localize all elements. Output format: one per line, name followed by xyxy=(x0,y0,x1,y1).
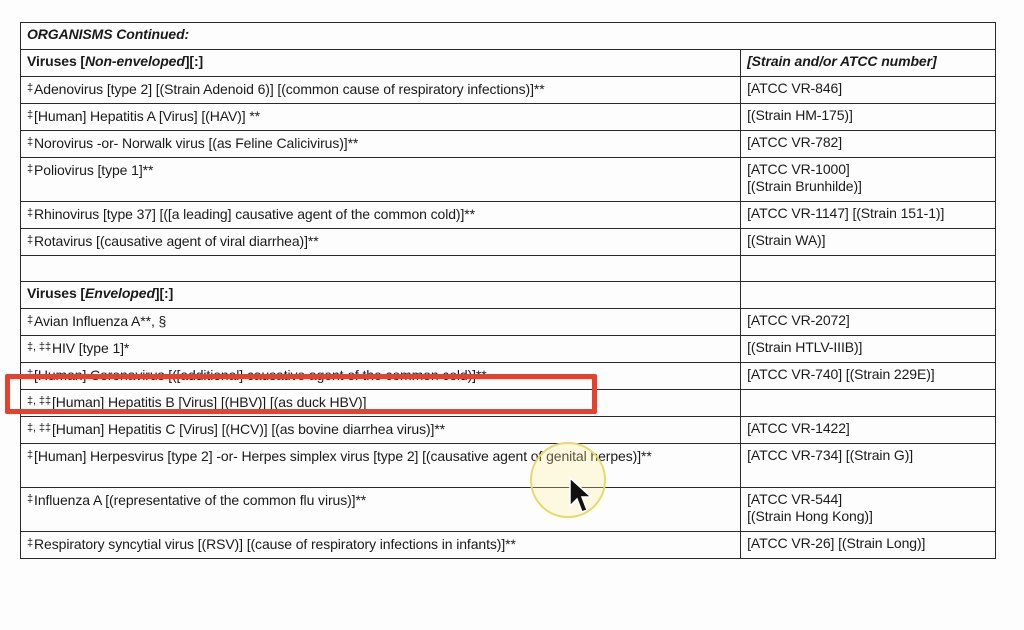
strain-line: [(Strain Brunhilde)] xyxy=(747,178,862,194)
strain-cell xyxy=(741,390,996,417)
organism-name: Avian Influenza A**, § xyxy=(34,313,167,329)
strain-cell: [(Strain WA)] xyxy=(741,229,996,256)
dagger-marker: ‡ xyxy=(27,82,34,94)
strain-cell: [ATCC VR-734] [(Strain G)] xyxy=(741,444,996,488)
dagger-marker: ‡ xyxy=(27,314,34,326)
table-row xyxy=(21,336,996,363)
organism-cell xyxy=(21,336,741,363)
organism-name: [Human] Hepatitis A [Virus] [(HAV)] ** xyxy=(34,108,261,124)
organism-cell xyxy=(21,309,741,336)
strain-line: [ATCC VR-1000] xyxy=(747,161,850,177)
mouse-pointer-icon xyxy=(568,476,592,516)
organism-cell xyxy=(21,158,741,202)
organism-name: [Human] Coronavirus [([additional] causative agent of the common cold)]** xyxy=(34,367,487,383)
strain-cell: [ATCC VR-26] [(Strain Long)] xyxy=(741,532,996,559)
heading-italic: Non-enveloped xyxy=(85,53,185,69)
organism-cell xyxy=(21,104,741,131)
strain-header-empty xyxy=(741,282,996,309)
heading-prefix: Viruses [ xyxy=(27,285,85,301)
organism-cell xyxy=(21,417,741,444)
dagger-marker: ‡ xyxy=(27,207,34,219)
organism-cell xyxy=(21,77,741,104)
organism-name: Rotavirus [(causative agent of viral diarrhea)]** xyxy=(34,233,319,249)
table-row xyxy=(21,131,996,158)
spacer-cell xyxy=(741,256,996,282)
strain-cell: [ATCC VR-1147] [(Strain 151-1)] xyxy=(741,202,996,229)
dagger-marker: ‡, ‡‡ xyxy=(27,395,51,407)
table-row xyxy=(21,158,996,202)
spacer-cell xyxy=(21,256,741,282)
strain-cell xyxy=(741,488,996,532)
organism-name: Adenovirus [type 2] [(Strain Adenoid 6)] [(common cause of respiratory infections)]** xyxy=(34,81,545,97)
strain-cell: [ATCC VR-740] [(Strain 229E)] xyxy=(741,363,996,390)
organism-name: [Human] Hepatitis B [Virus] [(HBV)] [(as duck HBV)] xyxy=(51,394,367,410)
organism-cell xyxy=(21,488,741,532)
organism-name: HIV [type 1]* xyxy=(51,340,130,356)
organism-cell xyxy=(21,202,741,229)
heading-suffix: ][:] xyxy=(184,53,204,69)
non-enveloped-heading-row xyxy=(21,50,996,77)
strain-line: [ATCC VR-544] xyxy=(747,491,843,507)
strain-cell: [(Strain HM-175)] xyxy=(741,104,996,131)
organism-name: [Human] Hepatitis C [Virus] [(HCV)] [(as bovine diarrhea virus)]** xyxy=(51,421,446,437)
heading-prefix: Viruses [ xyxy=(27,53,85,69)
organism-name: Rhinovirus [type 37] [([a leading] causative agent of the common cold)]** xyxy=(34,206,475,222)
dagger-marker: ‡, ‡‡ xyxy=(27,422,51,434)
organisms-table xyxy=(20,22,996,559)
dagger-marker: ‡ xyxy=(27,136,34,148)
enveloped-heading xyxy=(21,282,741,309)
strain-cell: [ATCC VR-782] xyxy=(741,131,996,158)
table-row xyxy=(21,488,996,532)
dagger-marker: ‡ xyxy=(27,537,34,549)
dagger-marker: ‡ xyxy=(27,368,34,380)
strain-cell: [ATCC VR-846] xyxy=(741,77,996,104)
non-enveloped-heading xyxy=(21,50,741,77)
organism-name: Norovirus -or- Norwalk virus [(as Feline Calicivirus)]** xyxy=(34,135,359,151)
organism-cell xyxy=(21,444,741,488)
highlight-box xyxy=(5,374,597,414)
dagger-marker: ‡ xyxy=(27,234,34,246)
strain-cell: [ATCC VR-2072] xyxy=(741,309,996,336)
strain-cell xyxy=(741,158,996,202)
strain-line: [(Strain Hong Kong)] xyxy=(747,508,873,524)
table-row xyxy=(21,532,996,559)
organism-name: Poliovirus [type 1]** xyxy=(34,162,154,178)
table-row xyxy=(21,309,996,336)
strain-column-header: [Strain and/or ATCC number] xyxy=(741,50,996,77)
heading-suffix: ][:] xyxy=(154,285,174,301)
strain-cell: [(Strain HTLV-IIIB)] xyxy=(741,336,996,363)
table-row xyxy=(21,444,996,488)
organism-name: Respiratory syncytial virus [(RSV)] [(cause of respiratory infections in infants)]** xyxy=(34,536,516,552)
section-title: ORGANISMS Continued: xyxy=(21,23,996,50)
organism-cell xyxy=(21,532,741,559)
spacer-row xyxy=(21,256,996,282)
dagger-marker: ‡, ‡‡ xyxy=(27,341,51,353)
table-row xyxy=(21,104,996,131)
table-row xyxy=(21,417,996,444)
organism-cell xyxy=(21,229,741,256)
dagger-marker: ‡ xyxy=(27,163,34,175)
organism-name: [Human] Herpesvirus [type 2] -or- Herpes simplex virus [type 2] [(causative agent of genital herpes)]** xyxy=(34,448,652,464)
table-row xyxy=(21,229,996,256)
enveloped-heading-row xyxy=(21,282,996,309)
table-row xyxy=(21,202,996,229)
strain-cell: [ATCC VR-1422] xyxy=(741,417,996,444)
organism-name: Influenza A [(representative of the common flu virus)]** xyxy=(34,492,367,508)
dagger-marker: ‡ xyxy=(27,449,34,461)
table-row xyxy=(21,77,996,104)
dagger-marker: ‡ xyxy=(27,493,34,505)
heading-italic: Enveloped xyxy=(85,285,155,301)
dagger-marker: ‡ xyxy=(27,109,34,121)
section-title-row xyxy=(21,23,996,50)
organism-cell xyxy=(21,131,741,158)
